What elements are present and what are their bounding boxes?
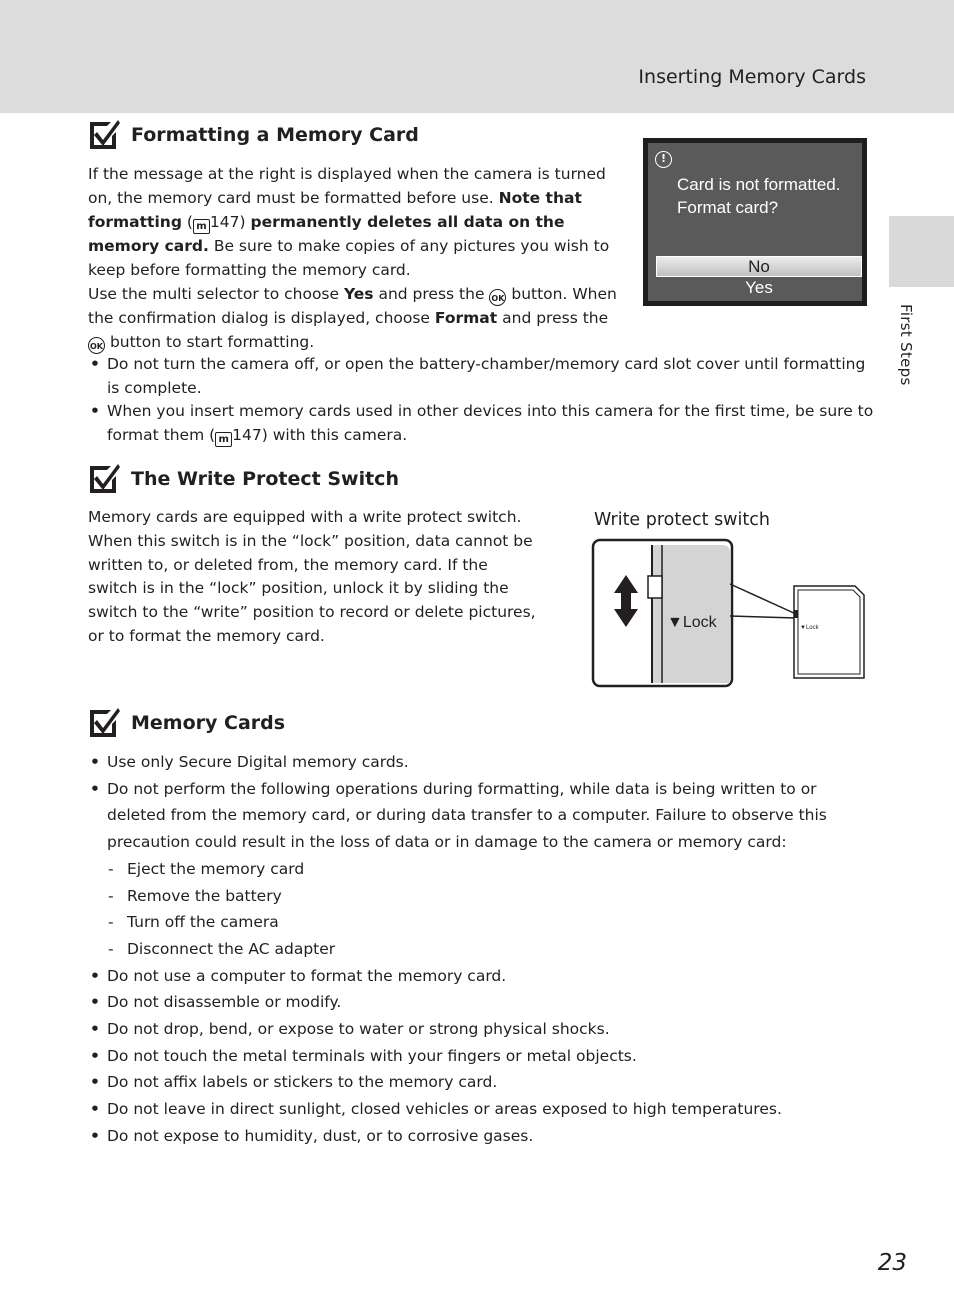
text-line: switch is in the “lock” position, unlock it by sliding the: [88, 579, 509, 598]
list-item: [88, 1043, 827, 1070]
text-run-bold: Format: [434, 309, 498, 327]
list-item: [88, 989, 827, 1016]
list-item: [88, 776, 827, 856]
dialog-option-no[interactable]: No: [656, 256, 862, 277]
page-reference: 147) with this camera.: [232, 425, 408, 444]
text-run: and press the: [378, 285, 485, 303]
list-item: [88, 1123, 827, 1150]
text-run: on, the memory card must be formatted before use.: [88, 189, 494, 207]
text-line: Use only Secure Digital memory cards.: [107, 753, 409, 771]
text-line: Eject the memory card: [127, 859, 305, 878]
text-line: switch to the “write” position to record or delete pictures,: [88, 603, 536, 622]
dash-icon: -: [108, 859, 114, 878]
text-run: Be sure to make copies of any pictures you wish to: [213, 237, 610, 255]
text-line: Do not perform the following operations during formatting, while data is being written to or: [107, 779, 817, 798]
text-line: Remove the battery: [127, 886, 282, 905]
dialog-message-line: Format card?: [677, 198, 779, 217]
text-line: Turn off the camera: [127, 913, 279, 932]
text-line: Do not expose to humidity, dust, or to corrosive gases.: [107, 1126, 534, 1145]
bullet-icon: •: [90, 753, 100, 771]
list-item: [88, 749, 827, 776]
text-line: Do not turn the camera off, or open the battery-chamber/memory card slot cover until formatting: [107, 355, 866, 373]
text-line: Do not use a computer to format the memory card.: [107, 966, 507, 985]
list-item: [88, 1016, 827, 1043]
dialog-message-line: Card is not formatted.: [677, 175, 841, 194]
section-memory-cards-title: Memory Cards: [131, 712, 286, 734]
text-line: deleted from the memory card, or during data transfer to a computer. Failure to observe this: [107, 806, 827, 825]
text-run: the confirmation dialog is displayed, choose: [88, 309, 430, 327]
text-run-bold: memory card.: [88, 237, 209, 255]
text-line: When this switch is in the “lock” position, data cannot be: [88, 531, 533, 550]
text-line: Do not affix labels or stickers to the memory card.: [107, 1073, 498, 1092]
formatting-paragraph: [88, 162, 617, 354]
page-number: 23: [877, 1250, 907, 1276]
write-protect-illustration: [590, 536, 870, 692]
bullet-icon: •: [90, 1126, 100, 1145]
text-run-bold: permanently deletes all data on the: [250, 213, 565, 231]
bullet-icon: •: [90, 1073, 100, 1092]
book-reference-icon: m: [193, 219, 210, 234]
sub-list-item: [88, 909, 827, 936]
text-line: is complete.: [107, 378, 202, 397]
section-formatting-title: Formatting a Memory Card: [131, 124, 419, 146]
pointer-line: [730, 584, 796, 614]
text-line: Do not touch the metal terminals with your fingers or metal objects.: [107, 1046, 637, 1065]
ok-button-icon: OK: [489, 289, 506, 306]
header-title: Inserting Memory Cards: [638, 66, 866, 88]
text-line: Do not drop, bend, or expose to water or strong physical shocks.: [107, 1020, 610, 1039]
text-run: button to start formatting.: [109, 333, 315, 351]
text-run: and press the: [502, 309, 609, 327]
check-note-icon: [88, 462, 120, 494]
text-line: [88, 186, 617, 210]
dash-icon: -: [108, 913, 114, 932]
dialog-message: [677, 173, 840, 219]
bullet-icon: •: [90, 779, 100, 798]
side-tab-label: [897, 304, 917, 390]
check-note-icon: [88, 118, 120, 150]
bullet-icon: •: [90, 402, 100, 420]
text-line: If the message at the right is displayed when the camera is turned: [88, 165, 606, 183]
list-item: [88, 963, 827, 990]
text-run-bold: Note that: [498, 189, 582, 207]
sd-card-switch: [794, 610, 798, 618]
list-item: [88, 1096, 827, 1123]
text-line: keep before formatting the memory card.: [88, 261, 411, 279]
text-run-bold: Yes: [343, 285, 374, 303]
lock-label: ▼Lock: [667, 614, 717, 631]
list-item: [88, 400, 873, 447]
bullet-icon: •: [90, 355, 100, 373]
sub-list-item: [88, 856, 827, 883]
list-item: [88, 353, 873, 400]
text-line: Do not disassemble or modify.: [107, 993, 342, 1012]
check-note-icon: [88, 706, 120, 738]
text-run: format them (: [107, 425, 216, 444]
formatting-bullets: [88, 353, 873, 447]
memory-cards-bullets: [88, 749, 827, 1150]
text-run-bold: formatting: [88, 213, 182, 231]
side-tab: [889, 216, 954, 287]
small-lock-label: ▼Lock: [800, 625, 819, 631]
text-line: When you insert memory cards used in other devices into this camera for the first time, be sure to: [107, 402, 874, 420]
text-line: precaution could result in the loss of data or in damage to the camera or memory card:: [107, 833, 787, 852]
page-reference: 147): [209, 213, 246, 231]
text-line: Disconnect the AC adapter: [127, 939, 336, 958]
section-write-protect-title: The Write Protect Switch: [131, 468, 399, 490]
sub-list-item: [88, 883, 827, 910]
write-protect-paragraph: [88, 506, 536, 649]
text-line: or to format the memory card.: [88, 626, 325, 645]
text-run: Use the multi selector to choose: [88, 285, 340, 303]
bullet-icon: •: [90, 993, 100, 1012]
sub-list-item: [88, 936, 827, 963]
sd-card: [794, 586, 864, 678]
write-protect-caption: Write protect switch: [594, 510, 770, 530]
text-run: button. When: [511, 285, 617, 303]
switch-slot: [648, 576, 662, 598]
list-item: [88, 1069, 827, 1096]
ok-button-icon: OK: [88, 337, 105, 354]
bullet-icon: •: [90, 1020, 100, 1039]
text-line: [88, 306, 617, 330]
bullet-icon: •: [90, 1046, 100, 1065]
pointer-line: [730, 616, 796, 618]
camera-dialog-screen: [648, 143, 862, 301]
text-line: Do not leave in direct sunlight, closed vehicles or areas exposed to high temperatures.: [107, 1100, 782, 1119]
text-line: Memory cards are equipped with a write protect switch.: [88, 508, 522, 526]
text-line: written to, or deleted from, the memory card. If the: [88, 555, 488, 574]
text-line: [88, 234, 617, 258]
bullet-icon: •: [90, 1100, 100, 1119]
side-tab-label-text: First Steps: [897, 304, 915, 386]
dash-icon: -: [108, 886, 114, 905]
dash-icon: -: [108, 939, 114, 958]
book-reference-icon: m: [215, 432, 232, 447]
text-run: (: [186, 213, 193, 231]
camera-dialog: [643, 138, 867, 306]
text-line: [88, 330, 617, 354]
bullet-icon: •: [90, 966, 100, 985]
text-line: [88, 210, 617, 234]
header-band: [0, 0, 954, 113]
warning-icon: !: [655, 151, 672, 168]
dialog-option-yes[interactable]: Yes: [745, 278, 773, 297]
text-line: [88, 282, 617, 306]
